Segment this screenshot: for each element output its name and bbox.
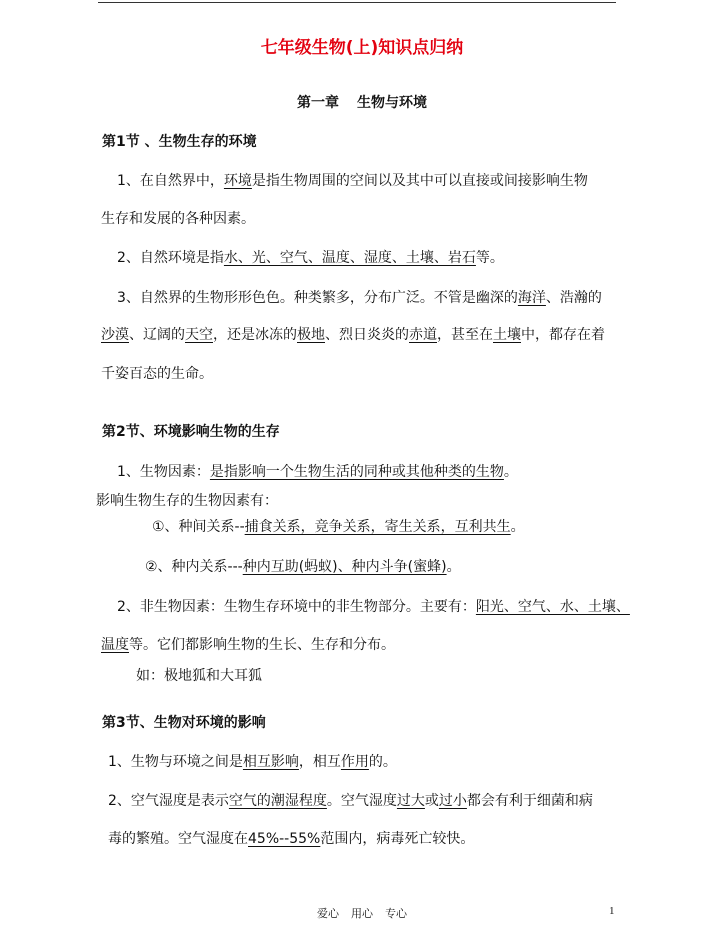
underlined-term: 温度 [101, 637, 129, 653]
underlined-term: 相互影响 [242, 754, 299, 770]
underlined-term: 捕食关系，竞争关系，寄生关系，互利共生 [244, 519, 511, 535]
underlined-term: 作用 [340, 754, 369, 770]
paragraph-line: 1、生物与环境之间是相互影响，相互作用的。 [108, 754, 397, 770]
underlined-term: 水、光、空气、温度、湿度、土壤、岩石 [223, 250, 476, 266]
paragraph-line: 1、生物因素：是指影响一个生物生活的同种或其他种类的生物。 [117, 464, 518, 480]
chapter-name: 生物与环境 [357, 95, 427, 111]
paragraph-line: 2、非生物因素：生物生存环境中的非生物部分。主要有：阳光、空气、水、土壤、 [117, 599, 630, 615]
document-title: 七年级生物(上)知识点归纳 [260, 38, 464, 58]
paragraph-line: 2、空气湿度是表示空气的潮湿程度。空气湿度过大或过小都会有利于细菌和病 [108, 793, 593, 809]
underlined-term: 土壤 [493, 327, 521, 343]
underlined-term: 种内互助(蚂蚁)、种内斗争(蜜蜂) [242, 559, 447, 575]
paragraph-line: 生存和发展的各种因素。 [101, 211, 255, 227]
section-heading-3: 第3节、生物对环境的影响 [102, 715, 266, 731]
section-heading-1: 第1节 、生物生存的环境 [102, 134, 257, 150]
list-item: ①、种间关系--捕食关系，竞争关系，寄生关系，互利共生。 [152, 519, 525, 535]
underlined-term: 沙漠 [101, 327, 129, 343]
paragraph-line: 如：极地狐和大耳狐 [136, 668, 262, 684]
footer-text: 专心 [385, 907, 407, 920]
underlined-term: 环境 [223, 173, 252, 189]
chapter-heading [0, 92, 724, 112]
paragraph-line: 温度等。它们都影响生物的生长、生存和分布。 [101, 637, 395, 653]
paragraph-line: 3、自然界的生物形形色色。种类繁多，分布广泛。不管是幽深的海洋、浩瀚的 [117, 290, 602, 306]
footer-text: 用心 [351, 907, 373, 920]
page-number: 1 [609, 905, 615, 917]
paragraph-line: 1、在自然界中，环境是指生物周围的空间以及其中可以直接或间接影响生物 [117, 173, 588, 189]
underlined-term: 是指影响一个生物生活的同种或其他种类的生物 [209, 464, 504, 480]
paragraph-line: 沙漠、辽阔的天空，还是冰冻的极地、烈日炎炎的赤道，甚至在土壤中，都存在着 [101, 327, 605, 343]
underlined-term: 45%--55% [248, 831, 321, 847]
footer-text: 爱心 [317, 907, 339, 920]
header-rule [98, 2, 616, 3]
list-item: ②、种内关系---种内互助(蚂蚁)、种内斗争(蜜蜂)。 [145, 559, 461, 575]
underlined-term: 过大 [396, 793, 425, 809]
paragraph-line: 千姿百态的生命。 [101, 366, 213, 382]
chapter-number: 第一章 [297, 95, 339, 111]
section-heading-2: 第2节、环境影响生物的生存 [102, 424, 280, 440]
paragraph-line: 毒的繁殖。空气湿度在45%--55%范围内，病毒死亡较快。 [108, 831, 475, 847]
underlined-term: 空气的潮湿程度 [228, 793, 327, 809]
underlined-term: 天空 [185, 327, 213, 343]
underlined-term: 阳光、空气、水、土壤、 [475, 599, 630, 615]
paragraph-line: 影响生物生存的生物因素有： [96, 493, 278, 509]
underlined-term: 赤道 [409, 327, 437, 343]
paragraph-line: 2、自然环境是指水、光、空气、温度、湿度、土壤、岩石等。 [117, 250, 504, 266]
underlined-term: 海洋 [517, 290, 546, 306]
underlined-term: 过小 [438, 793, 467, 809]
page-footer [0, 905, 724, 921]
underlined-term: 极地 [297, 327, 325, 343]
